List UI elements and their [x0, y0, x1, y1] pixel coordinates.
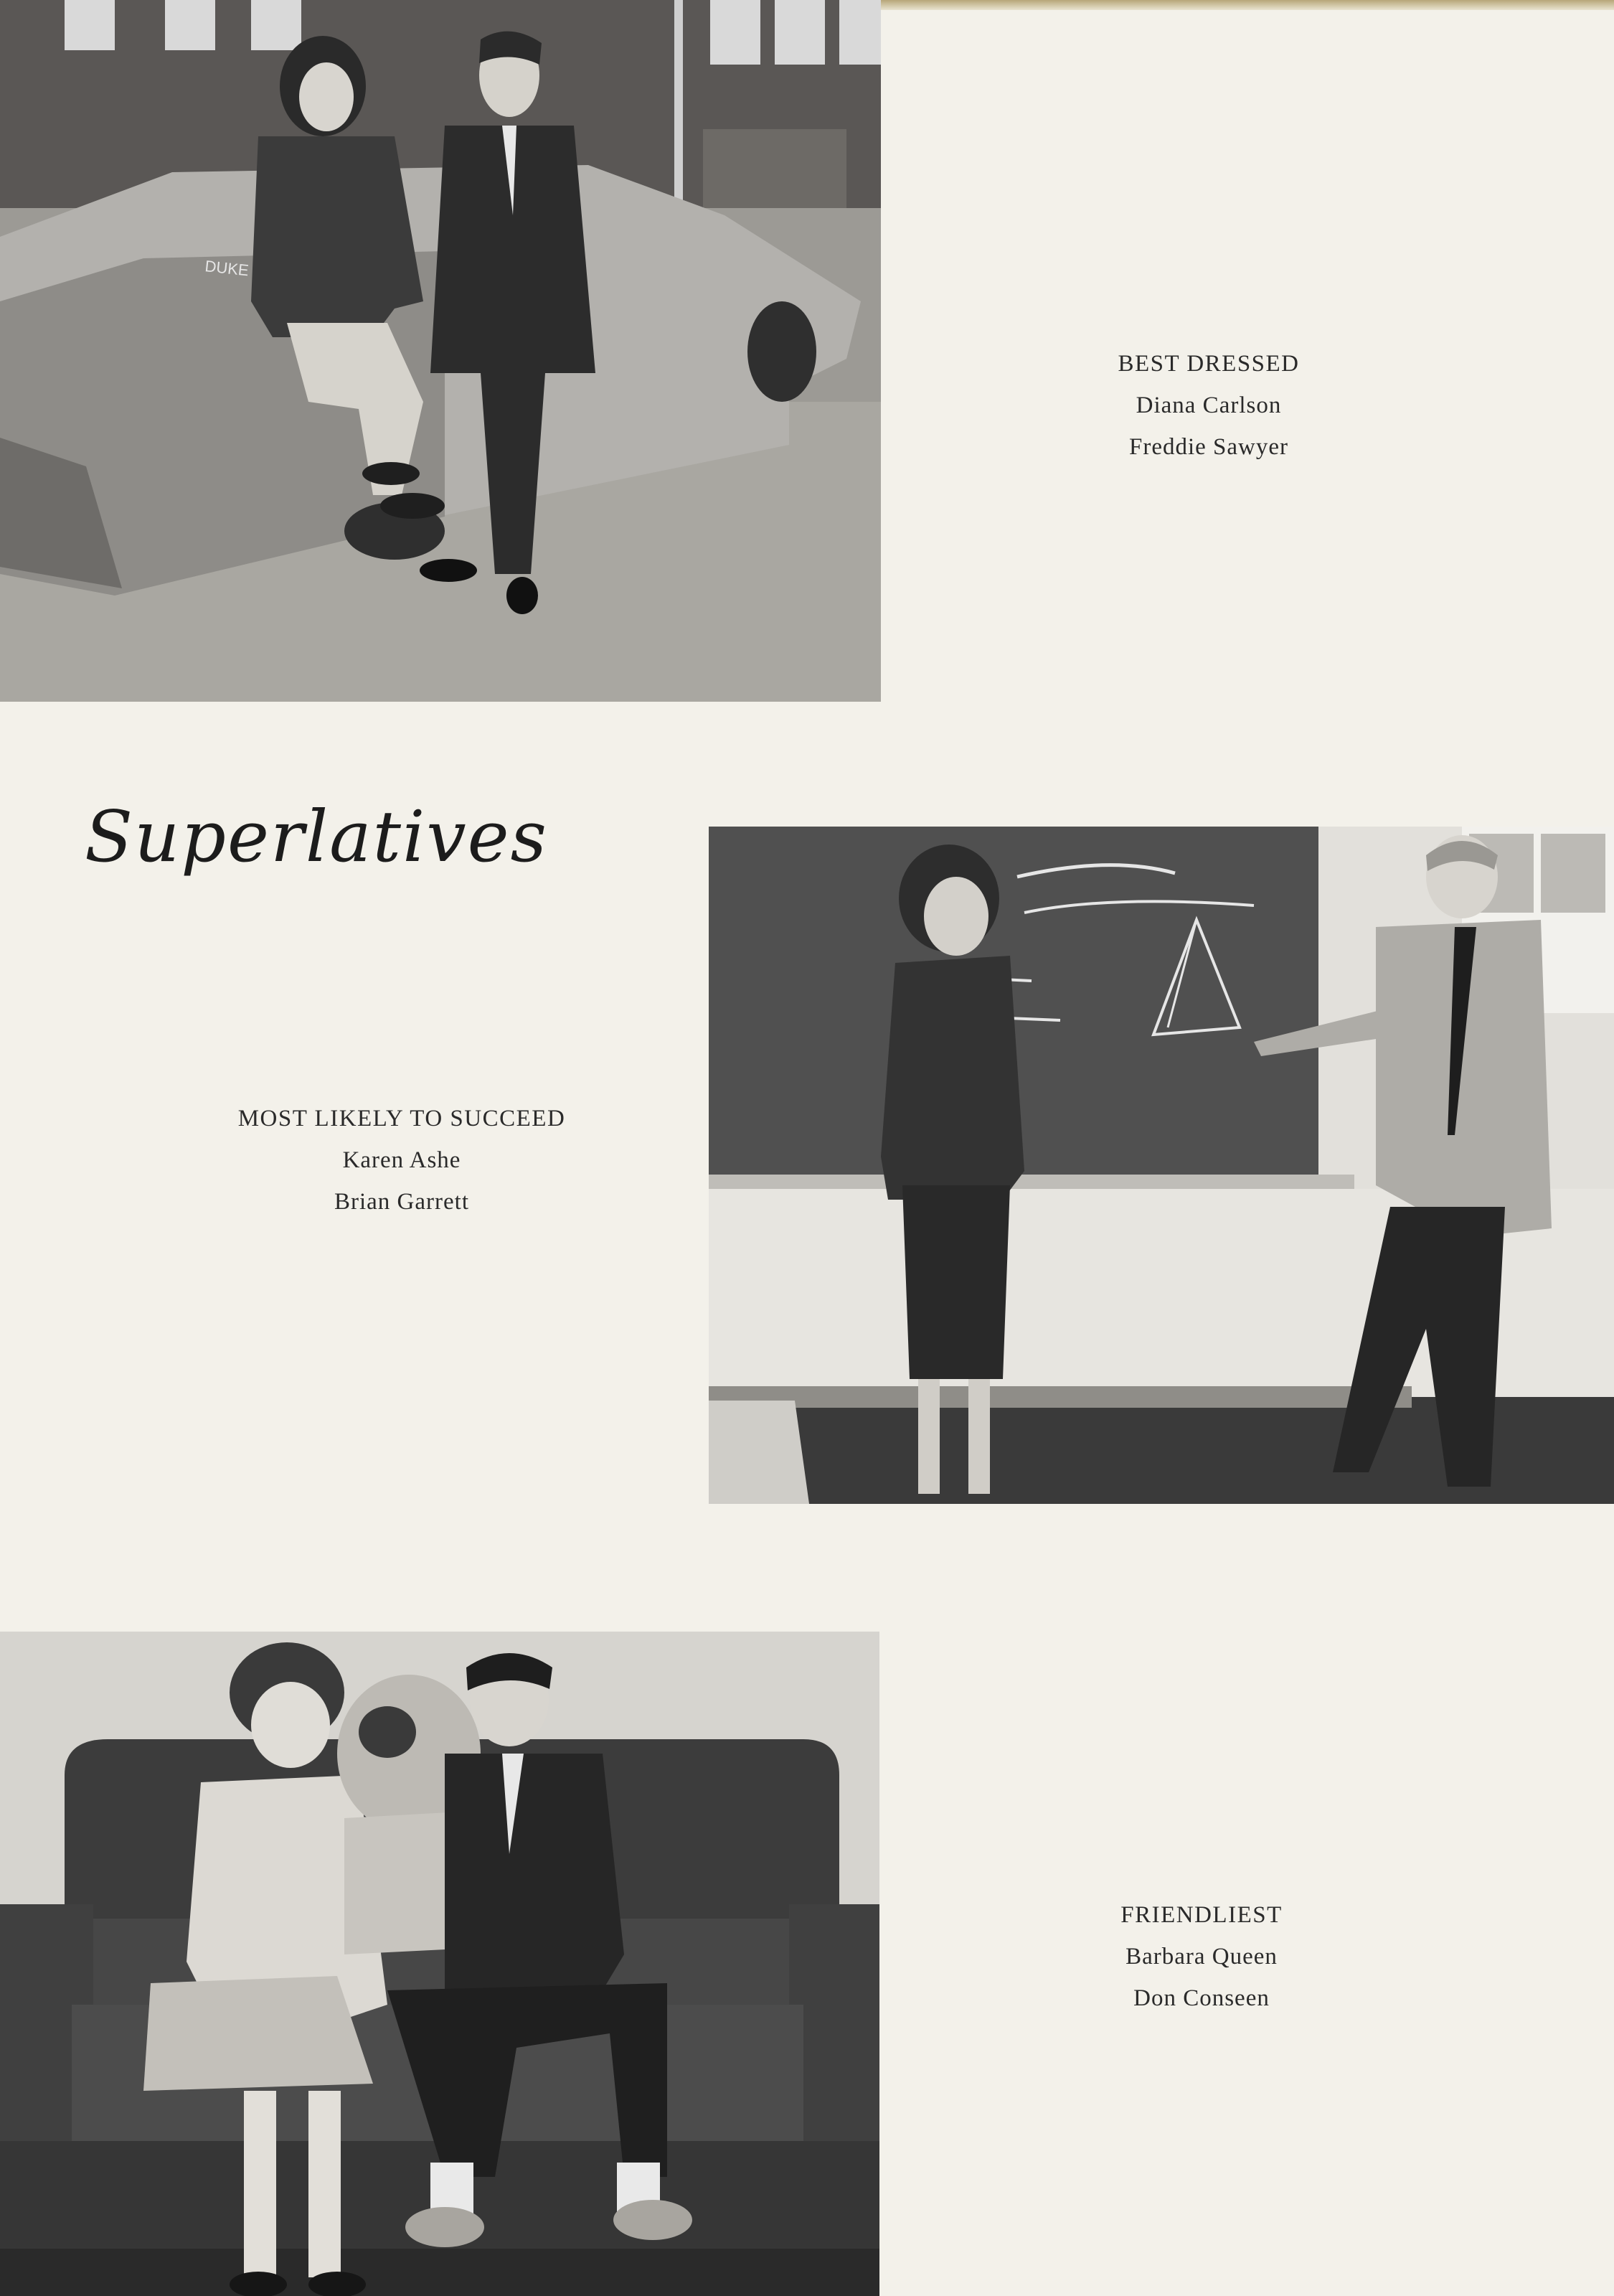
photo-friendliest: [0, 1632, 879, 2296]
category-heading: BEST DRESSED: [1118, 351, 1300, 377]
caption-most-likely-to-succeed: [172, 1098, 631, 1223]
student-name: Don Conseen: [1133, 1985, 1270, 2011]
car-badge-text: DUKE: [204, 257, 250, 280]
photo-most-likely-to-succeed: [709, 827, 1614, 1504]
student-name: Karen Ashe: [342, 1147, 461, 1173]
photo-couple-by-car-icon: [0, 0, 881, 702]
photo-couple-on-sofa-icon: [0, 1632, 879, 2296]
student-name: Diana Carlson: [1136, 392, 1282, 418]
section-title: Superlatives: [85, 796, 548, 878]
caption-best-dressed: [1004, 343, 1413, 468]
student-name: Freddie Sawyer: [1128, 434, 1289, 460]
photo-couple-at-chalkboard-icon: [709, 827, 1614, 1504]
student-name: Barbara Queen: [1125, 1944, 1278, 1970]
student-name: Brian Garrett: [334, 1189, 469, 1215]
caption-friendliest: [997, 1894, 1406, 2019]
photo-best-dressed: [0, 0, 881, 702]
category-heading: MOST LIKELY TO SUCCEED: [237, 1106, 566, 1131]
category-heading: FRIENDLIEST: [1120, 1902, 1283, 1928]
